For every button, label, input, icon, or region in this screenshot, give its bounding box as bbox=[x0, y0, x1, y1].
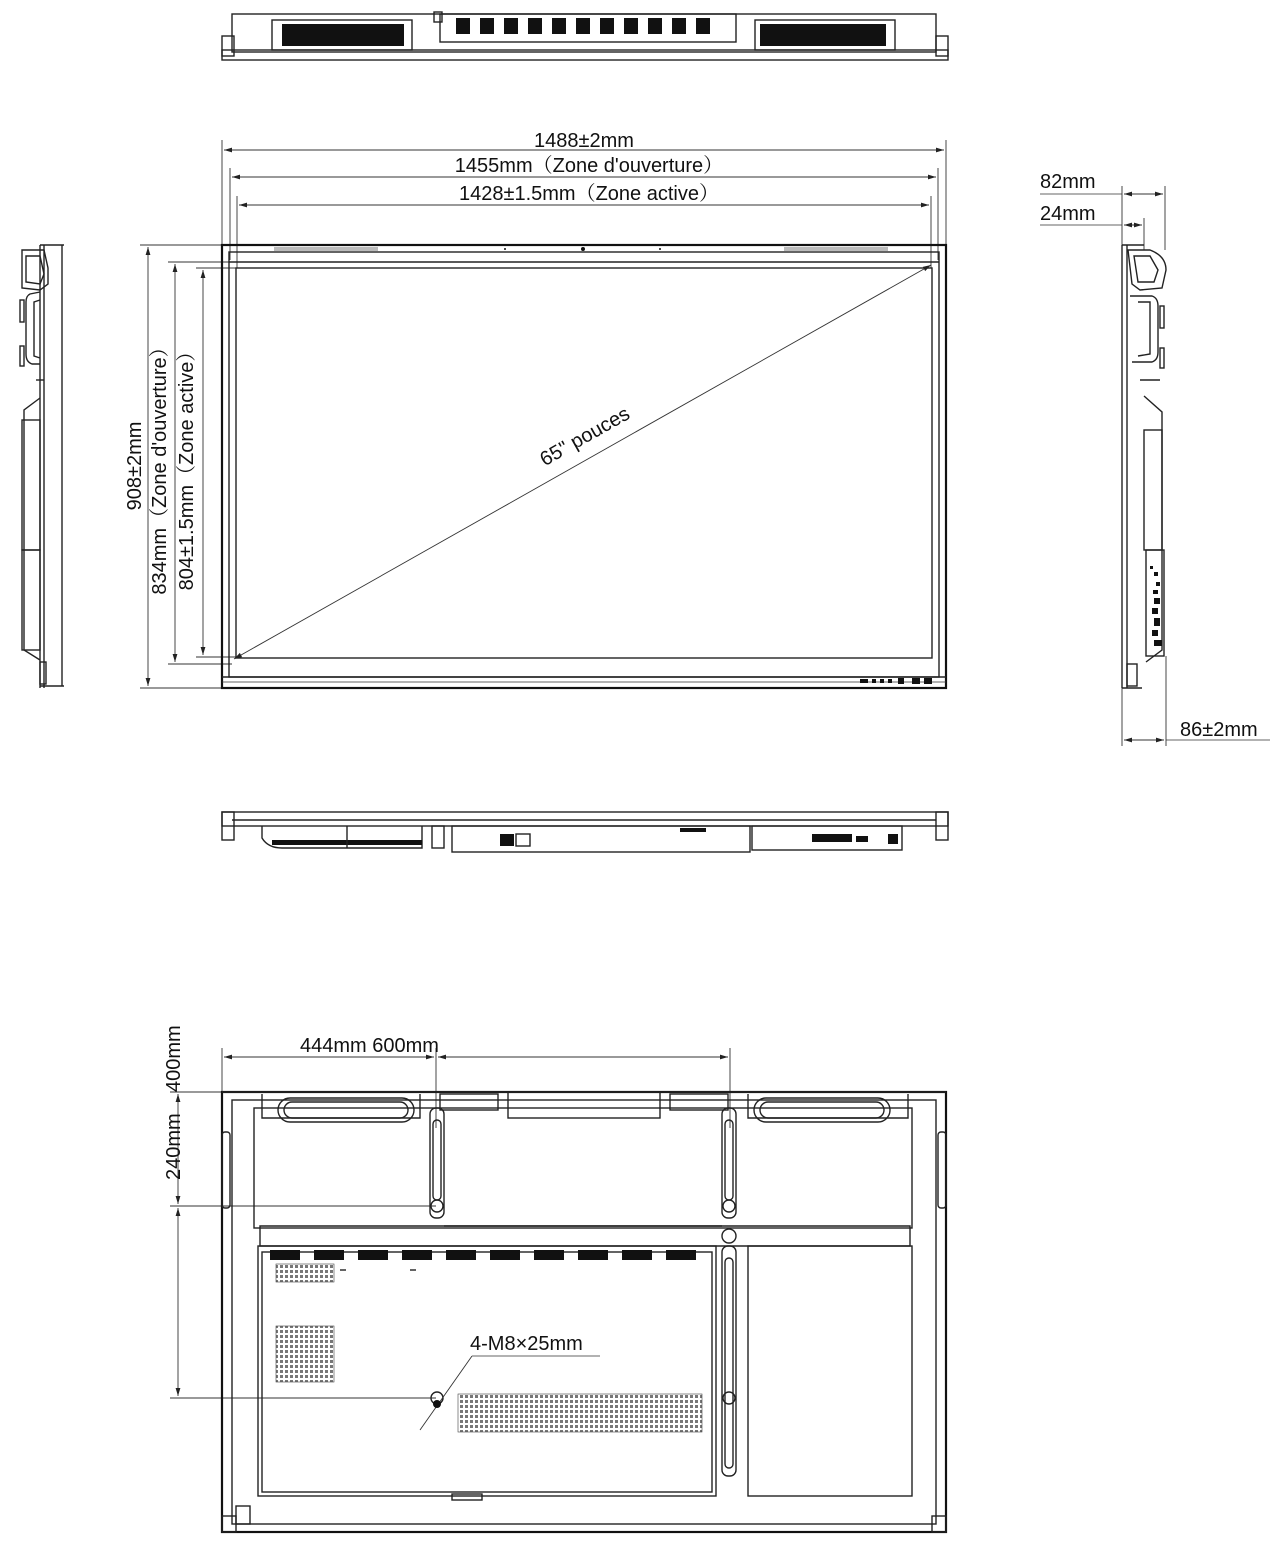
rear-view bbox=[170, 1048, 946, 1532]
height-opening-label: 834mm（Zone d'ouverture） bbox=[149, 337, 171, 595]
side-port-column bbox=[1150, 566, 1162, 646]
top-connector-row bbox=[456, 18, 710, 34]
height-active-label: 804±1.5mm（Zone active） bbox=[176, 341, 198, 591]
width-opening-label: 1455mm（Zone d'ouverture） bbox=[454, 155, 724, 177]
side-82-label: 82mm bbox=[1040, 171, 1096, 193]
top-view bbox=[222, 12, 948, 60]
right-side-view bbox=[1040, 186, 1270, 746]
front-view bbox=[140, 140, 946, 688]
width-active-label: 1428±1.5mm（Zone active） bbox=[459, 183, 719, 205]
vesa-240-label: 240mm bbox=[163, 1113, 185, 1180]
bottom-view bbox=[222, 812, 948, 852]
front-button-cluster bbox=[860, 678, 932, 684]
screw-label: 4-M8×25mm bbox=[470, 1333, 583, 1355]
height-overall-label: 908±2mm bbox=[124, 421, 146, 511]
left-side-view bbox=[20, 245, 64, 688]
depth-label: 86±2mm bbox=[1180, 719, 1258, 741]
side-24-label: 24mm bbox=[1040, 203, 1096, 225]
diagonal-label: 65" pouces bbox=[536, 402, 634, 471]
vesa-horizontal-label: 444mm 600mm bbox=[300, 1035, 439, 1057]
vesa-400-label: 400mm bbox=[163, 1025, 185, 1092]
width-overall-label: 1488±2mm bbox=[534, 130, 634, 152]
